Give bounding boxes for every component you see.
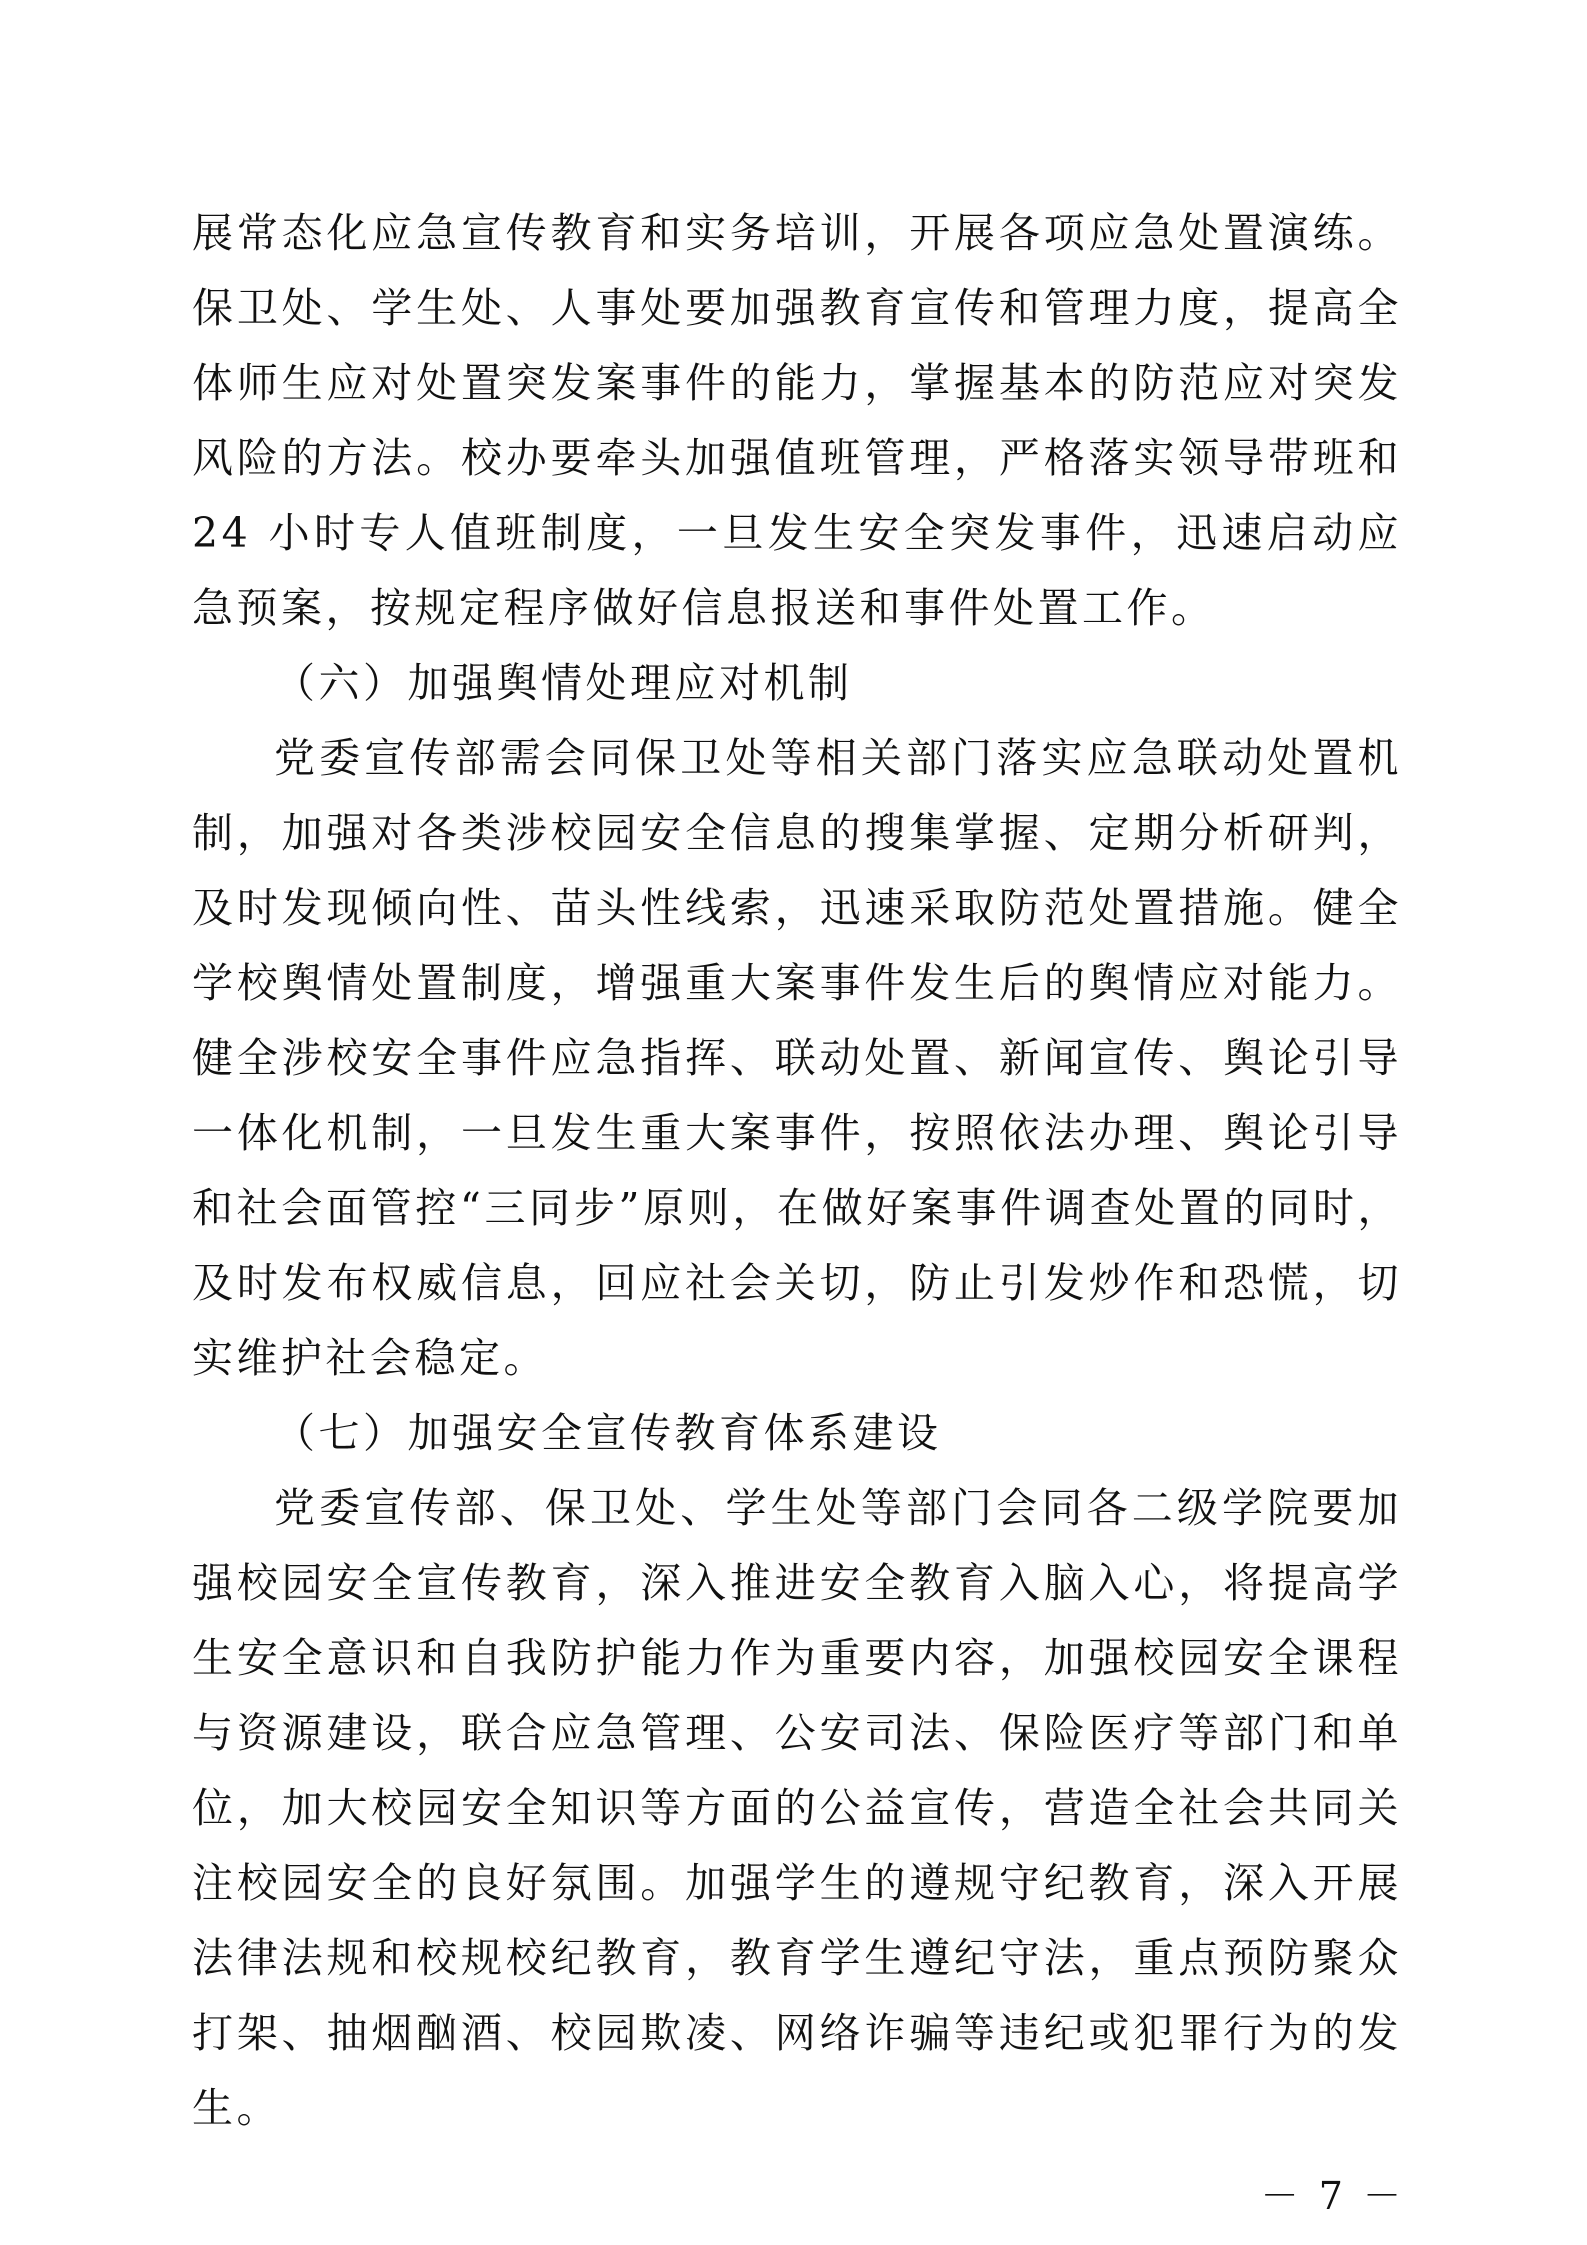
- page-number: － 7 －: [1260, 2174, 1405, 2218]
- document-body: [192, 196, 1402, 2146]
- section-heading-six: （六）加强舆情处理应对机制: [274, 659, 853, 707]
- paragraph-section-six: 党委宣传部需会同保卫处等相关部门落实应急联动处置机制，加强对各类涉校园安全信息的搜集掌握、定期分析研判，及时发现倾向性、苗头性线索，迅速采取防范处置措施。健全学校舆情处置制度，增强重大案事件发生后的舆情应对能力。健全涉校安全事件应急指挥、联动处置、新闻宣传、舆论引导一体化机制，一旦发生重大案事件，按照依法办理、舆论引导和社会面管控“三同步”原则，在做好案事件调查处置的同时，及时发布权威信息，回应社会关切，防止引发炒作和恐慌，切实维护社会稳定。: [192, 734, 1402, 1382]
- section-heading-seven: （七）加强安全宣传教育体系建设: [274, 1409, 942, 1457]
- paragraph-section-seven: 党委宣传部、保卫处、学生处等部门会同各二级学院要加强校园安全宣传教育，深入推进安全教育入脑入心，将提高学生安全意识和自我防护能力作为重要内容，加强校园安全课程与资源建设，联合应急管理、公安司法、保险医疗等部门和单位，加大校园安全知识等方面的公益宣传，营造全社会共同关注校园安全的良好氛围。加强学生的遵规守纪教育，深入开展法律法规和校规校纪教育，教育学生遵纪守法，重点预防聚众打架、抽烟酗酒、校园欺凌、网络诈骗等违纪或犯罪行为的发生。: [192, 1484, 1402, 2132]
- paragraph-continued: 展常态化应急宣传教育和实务培训，开展各项应急处置演练。保卫处、学生处、人事处要加强教育宣传和管理力度，提高全体师生应对处置突发案事件的能力，掌握基本的防范应对突发风险的方法。校办要牵头加强值班管理，严格落实领导带班和 24 小时专人值班制度，一旦发生安全突发事件，迅速启动应急预案，按规定程序做好信息报送和事件处置工作。: [192, 209, 1402, 632]
